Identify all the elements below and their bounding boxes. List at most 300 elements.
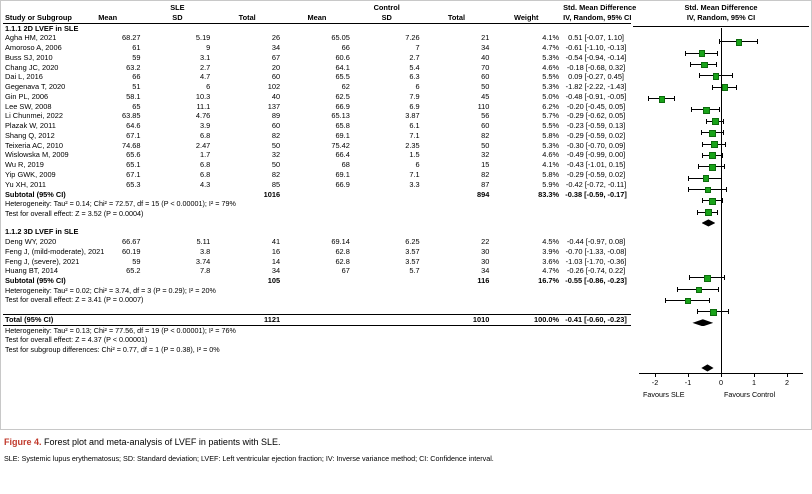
study-name: Amoroso A, 2006 — [5, 43, 62, 53]
total-sle: 67 — [271, 52, 281, 62]
sd-sle: 5.19 — [195, 33, 211, 43]
mean-sle: 64.6 — [126, 121, 141, 131]
mean-sle: 68.27 — [122, 33, 141, 43]
blank — [73, 276, 143, 286]
sd-control: 3.57 — [405, 256, 420, 266]
total-control: 22 — [481, 237, 490, 247]
study-effect-marker — [696, 287, 702, 293]
study-name: Wu R, 2019 — [5, 160, 44, 170]
sd-sle: 3.1 — [200, 52, 211, 62]
total-row — [3, 314, 631, 325]
study-effect-marker — [736, 39, 742, 45]
blank — [352, 276, 422, 286]
blank — [352, 314, 422, 325]
table-row — [3, 43, 631, 53]
subgroup-title: 1.1.2 3D LVEF in SLE — [5, 227, 79, 237]
subtotal-smd-ci: -0.38 [-0.59, -0.17] — [565, 189, 627, 199]
smd-ci: -0.29 [-0.59, 0.02] — [566, 130, 626, 140]
mean-sle: 63.85 — [122, 111, 141, 121]
smd-header-stat: Std. Mean Difference — [563, 3, 637, 12]
total-sle: 50 — [271, 160, 281, 170]
mean-sle: 65.3 — [126, 179, 141, 189]
total-sle: 34 — [271, 43, 281, 53]
study-name: Agha HM, 2021 — [5, 33, 57, 43]
blank — [143, 190, 213, 200]
subtotal-total-sle: 1016 — [263, 189, 281, 199]
mean-sle: 67.1 — [126, 170, 141, 180]
study-effect-marker — [704, 275, 711, 282]
study-effect-marker — [659, 96, 666, 103]
plot-header-rule — [633, 26, 809, 27]
mean-sle: 66 — [132, 72, 141, 82]
total-label: Total (95% CI) — [3, 314, 73, 325]
mean-sle: 65 — [132, 101, 141, 111]
sd-control: 7.26 — [405, 33, 420, 43]
table-row — [3, 247, 631, 257]
weight: 4.1% — [542, 33, 560, 43]
subgroup-title-row — [3, 23, 631, 33]
ci-cap — [674, 96, 675, 101]
total-control: 30 — [481, 256, 490, 266]
mean-sle: 59 — [132, 256, 141, 266]
pooled-effect-diamond — [702, 219, 716, 226]
smd-ci: -0.70 [-1.33, -0.08] — [565, 246, 627, 256]
sd-sle: 2.47 — [195, 140, 211, 150]
blank — [352, 190, 422, 200]
table-row — [3, 150, 631, 160]
study-effect-marker — [705, 187, 711, 193]
axis-tick — [787, 373, 788, 377]
group-header-sle: SLE — [170, 3, 185, 12]
pooled-effect-diamond — [701, 364, 713, 371]
mean-control: 62.5 — [335, 91, 350, 101]
mean-sle: 65.6 — [126, 150, 141, 160]
sd-sle: 6.8 — [200, 170, 211, 180]
ci-cap — [688, 187, 689, 192]
weight: 6.2% — [542, 101, 560, 111]
subtotal-weight: 16.7% — [538, 276, 560, 286]
mean-control: 66.4 — [335, 150, 350, 160]
axis-tick-label: -1 — [684, 378, 692, 387]
total-control: 82 — [481, 170, 490, 180]
favours-control-label: Favours Control — [724, 390, 776, 399]
smd-ci: -0.23 [-0.59, 0.13] — [566, 121, 626, 131]
study-name: Feng J, (mild-moderate), 2021 — [5, 246, 105, 256]
total-sle: 137 — [267, 101, 281, 111]
total-heterogeneity-note-text: Heterogeneity: Tau² = 0.13; Chi² = 77.56, df = 19 (P < 0.00001); I² = 76% — [5, 325, 236, 335]
weight: 5.3% — [542, 82, 560, 92]
mean-control: 65.5 — [335, 72, 350, 82]
axis-tick — [721, 373, 722, 377]
study-name: Deng WY, 2020 — [5, 237, 57, 247]
col-header-sd-sle: SD — [143, 13, 213, 23]
weight: 3.6% — [542, 256, 560, 266]
study-effect-marker — [711, 141, 718, 148]
smd-ci: -0.49 [-0.99, 0.00] — [566, 150, 626, 160]
ci-cap — [732, 73, 733, 78]
subgroup-difference-note-text: Test for subgroup differences: Chi² = 0.77, df = 1 (P = 0.38), I² = 0% — [5, 344, 220, 354]
pooled-effect-diamond — [692, 319, 713, 326]
sd-sle: 6.8 — [200, 160, 211, 170]
table-row — [3, 237, 631, 247]
study-name: Buss SJ, 2010 — [5, 52, 53, 62]
figure-label: Figure 4. — [4, 437, 42, 447]
subtotal-row — [3, 190, 631, 200]
spacer-row — [3, 305, 631, 315]
ci-cap — [723, 130, 724, 135]
ci-cap — [717, 51, 718, 56]
col-header-mean-sle: Mean — [73, 13, 143, 23]
total-control: 21 — [481, 33, 490, 43]
mean-control: 64.1 — [335, 62, 350, 72]
forest-table-wrap — [3, 3, 637, 354]
total-sle: 60 — [271, 72, 281, 82]
sd-sle: 4.3 — [200, 179, 211, 189]
ci-cap — [702, 198, 703, 203]
col-header-sd-control: SD — [352, 13, 422, 23]
figure-abbreviations: SLE: Systemic lupus erythematosus; SD: Standard deviation; LVEF: Left ventricular ejection fraction; IV: Inverse variance method; CI: Confidence interval. — [4, 453, 494, 463]
total-total-control: 1010 — [422, 314, 492, 325]
mean-control: 60.6 — [335, 52, 350, 62]
axis-tick-label: 1 — [752, 378, 756, 387]
study-effect-marker — [709, 198, 716, 205]
col-header-study: Study or Subgroup — [5, 12, 72, 22]
smd-ci: -0.26 [-0.74, 0.22] — [566, 266, 626, 276]
table-row — [3, 72, 631, 82]
mean-control: 69.14 — [331, 237, 350, 247]
plot-header-stat: Std. Mean Difference — [684, 3, 758, 12]
table-row — [3, 63, 631, 73]
mean-sle: 66.67 — [122, 237, 141, 247]
mean-control: 75.42 — [331, 140, 350, 150]
ci-cap — [685, 51, 686, 56]
total-overall-effect-note-text: Test for overall effect: Z = 4.37 (P < 0.00001) — [5, 335, 148, 345]
weight: 5.0% — [542, 91, 560, 101]
total-control: 50 — [481, 82, 490, 92]
total-control: 87 — [481, 179, 490, 189]
sd-control: 3.3 — [409, 179, 420, 189]
total-sle: 102 — [267, 82, 281, 92]
sd-control: 2.7 — [409, 52, 420, 62]
study-effect-marker — [701, 62, 708, 69]
heterogeneity-note — [3, 199, 631, 209]
smd-ci: -0.42 [-0.72, -0.11] — [565, 179, 627, 189]
ci-cap — [722, 153, 723, 158]
mean-control: 62 — [341, 82, 350, 92]
total-weight: 100.0% — [491, 314, 561, 325]
study-name: Teixeria AC, 2010 — [5, 140, 63, 150]
col-header-total-sle: Total — [212, 13, 282, 23]
total-control: 30 — [481, 246, 490, 256]
sd-sle: 4.7 — [200, 72, 211, 82]
mean-control: 69.1 — [335, 170, 350, 180]
ci-cap — [697, 210, 698, 215]
total-sle: 60 — [271, 121, 281, 131]
mean-sle: 60.19 — [122, 246, 141, 256]
ci-cap — [689, 275, 690, 280]
weight: 4.5% — [542, 237, 560, 247]
table-row — [3, 53, 631, 63]
ci-cap — [724, 275, 725, 280]
mean-control: 66.9 — [335, 101, 350, 111]
sd-control: 7.9 — [409, 91, 420, 101]
mean-sle: 65.2 — [126, 266, 141, 276]
table-row — [3, 257, 631, 267]
total-sle: 82 — [271, 130, 281, 140]
study-effect-marker — [712, 118, 719, 125]
ci-cap — [728, 309, 729, 314]
blank — [143, 276, 213, 286]
mean-sle: 59 — [132, 52, 141, 62]
smd-ci: -0.20 [-0.45, 0.05] — [566, 101, 626, 111]
mean-sle: 74.68 — [122, 140, 141, 150]
sd-sle: 6 — [206, 82, 211, 92]
total-control: 60 — [481, 72, 490, 82]
study-name: Feng J, (severe), 2021 — [5, 256, 80, 266]
subtotal-row — [3, 276, 631, 286]
total-sle: 41 — [271, 237, 281, 247]
subtotal-smd-ci: -0.55 [-0.86, -0.23] — [565, 276, 627, 286]
total-control: 40 — [481, 52, 490, 62]
blank — [73, 314, 143, 325]
blank — [282, 314, 352, 325]
subtotal-total-sle: 105 — [267, 276, 281, 286]
sd-sle: 4.76 — [195, 111, 211, 121]
spacer-row — [3, 218, 631, 227]
spacer-cell — [3, 218, 631, 227]
weight: 5.8% — [542, 170, 560, 180]
mean-control: 65.8 — [335, 121, 350, 131]
ci-cap — [688, 176, 689, 181]
forest-plot-area — [631, 1, 811, 429]
overall-effect-note — [3, 295, 631, 305]
total-sle: 89 — [271, 111, 281, 121]
ci-cap — [702, 142, 703, 147]
sd-sle: 11.1 — [196, 101, 211, 111]
ci-cap — [717, 210, 718, 215]
weight: 4.1% — [542, 160, 560, 170]
forest-table — [3, 3, 637, 354]
ci-cap — [726, 187, 727, 192]
total-sle: 85 — [271, 179, 281, 189]
sd-control: 5.7 — [409, 266, 420, 276]
blank — [282, 190, 352, 200]
figure-caption-text: Forest plot and meta-analysis of LVEF in patients with SLE. — [41, 437, 281, 447]
smd-ci: 0.09 [-0.27, 0.45] — [568, 72, 624, 82]
ci-cap — [723, 119, 724, 124]
ci-cap — [702, 153, 703, 158]
weight: 5.7% — [542, 111, 560, 121]
sd-control: 7.1 — [409, 130, 420, 140]
table-row — [3, 82, 631, 92]
smd-ci: -0.44 [-0.97, 0.08] — [566, 237, 626, 247]
smd-ci: 0.51 [-0.07, 1.10] — [568, 33, 624, 43]
heterogeneity-note-text: Heterogeneity: Tau² = 0.14; Chi² = 72.57, df = 15 (P < 0.00001); I² = 79% — [5, 199, 236, 209]
total-sle: 14 — [271, 256, 281, 266]
total-sle: 32 — [271, 150, 281, 160]
sd-sle: 7.8 — [200, 266, 211, 276]
blank — [73, 190, 143, 200]
mean-sle: 61 — [132, 43, 141, 53]
ci-cap — [719, 107, 720, 112]
heterogeneity-note-text: Heterogeneity: Tau² = 0.02; Chi² = 3.74, df = 3 (P = 0.29); I² = 20% — [5, 285, 216, 295]
table-row — [3, 170, 631, 180]
plot-header-method: IV, Random, 95% CI — [686, 12, 756, 22]
sd-control: 5.4 — [409, 62, 420, 72]
table-row — [3, 33, 631, 43]
smd-ci: -0.43 [-1.01, 0.15] — [566, 160, 626, 170]
axis-tick — [754, 373, 755, 377]
ci-cap — [757, 39, 758, 44]
study-effect-marker — [713, 73, 720, 80]
smd-ci: -0.29 [-0.62, 0.05] — [566, 111, 626, 121]
study-effect-marker — [705, 209, 712, 216]
study-name: Chang JC, 2020 — [5, 62, 59, 72]
total-sle: 34 — [271, 266, 281, 276]
ci-cap — [721, 176, 722, 181]
sd-control: 6.9 — [409, 101, 420, 111]
weight: 5.9% — [542, 179, 560, 189]
sd-sle: 6.8 — [200, 130, 211, 140]
axis-tick — [655, 373, 656, 377]
total-control: 15 — [481, 160, 490, 170]
mean-sle: 67.1 — [126, 130, 141, 140]
total-sle: 82 — [271, 170, 281, 180]
weight: 4.7% — [542, 43, 560, 53]
ci-cap — [665, 298, 666, 303]
ci-cap — [677, 287, 678, 292]
ci-cap — [716, 62, 717, 67]
subtotal-total-control: 116 — [477, 276, 490, 286]
subtotal-label: Subtotal (95% CI) — [5, 189, 66, 199]
axis-tick-label: 2 — [785, 378, 789, 387]
study-effect-marker — [722, 84, 729, 91]
ci-cap — [709, 298, 710, 303]
total-control: 32 — [481, 150, 490, 160]
study-effect-marker — [703, 107, 710, 114]
col-header-total-control: Total — [422, 13, 492, 23]
mean-control: 68 — [341, 160, 350, 170]
smd-ci: -0.30 [-0.70, 0.09] — [566, 140, 626, 150]
ci-cap — [697, 309, 698, 314]
weight: 5.8% — [542, 130, 560, 140]
mean-control: 66.9 — [335, 179, 350, 189]
sd-sle: 5.11 — [196, 237, 211, 247]
heterogeneity-note — [3, 286, 631, 296]
total-sle: 26 — [271, 33, 281, 43]
ci-cap — [712, 85, 713, 90]
weight: 4.7% — [542, 266, 560, 276]
mean-sle: 63.2 — [126, 62, 141, 72]
smd-ci: -0.48 [-0.91, -0.05] — [565, 91, 627, 101]
sd-control: 6.3 — [409, 72, 420, 82]
smd-ci: -0.29 [-0.59, 0.02] — [566, 170, 626, 180]
sd-control: 7 — [415, 43, 420, 53]
weight: 4.6% — [542, 150, 560, 160]
table-row — [3, 102, 631, 112]
sd-sle: 2.7 — [200, 62, 211, 72]
total-sle: 50 — [271, 140, 281, 150]
blank — [143, 314, 213, 325]
total-heterogeneity-note — [3, 325, 631, 335]
study-name: Gegenava T, 2020 — [5, 82, 66, 92]
sd-control: 6.25 — [405, 237, 420, 247]
group-header-row — [3, 3, 631, 13]
sd-sle: 9 — [206, 43, 211, 53]
smd-ci: -1.03 [-1.70, -0.36] — [565, 256, 627, 266]
subgroup-title-row — [3, 227, 631, 237]
study-effect-marker — [699, 50, 706, 57]
total-sle: 40 — [271, 91, 281, 101]
group-header-control: Control — [373, 3, 400, 12]
total-control: 56 — [481, 111, 490, 121]
table-row — [3, 180, 631, 190]
sd-control: 6 — [415, 82, 420, 92]
sd-sle: 10.3 — [195, 91, 211, 101]
sd-control: 6 — [415, 160, 420, 170]
ci-cap — [724, 164, 725, 169]
forest-table-body — [3, 23, 631, 354]
weight: 5.5% — [542, 72, 560, 82]
col-header-smd-method: IV, Random, 95% CI — [563, 12, 632, 22]
study-name: Gin PL, 2006 — [5, 91, 49, 101]
study-name: Plazak W, 2011 — [5, 121, 56, 131]
blank-cell — [3, 3, 73, 13]
ci-cap — [699, 73, 700, 78]
study-effect-marker — [709, 130, 716, 137]
axis-tick-label: 0 — [719, 378, 723, 387]
table-row — [3, 141, 631, 151]
table-row — [3, 121, 631, 131]
ci-cap — [736, 85, 737, 90]
sd-control: 3.57 — [405, 246, 420, 256]
figure-caption — [4, 436, 804, 464]
subtotal-total-control: 894 — [477, 189, 490, 199]
study-effect-marker — [709, 152, 716, 159]
study-name: Lee SW, 2008 — [5, 101, 52, 111]
mean-sle: 58.1 — [126, 91, 141, 101]
study-name: Li Chunmei, 2022 — [5, 111, 63, 121]
subtotal-label: Subtotal (95% CI) — [5, 276, 66, 286]
total-smd-ci: -0.41 [-0.60, -0.23] — [561, 314, 631, 325]
smd-ci: -0.61 [-1.10, -0.13] — [565, 43, 627, 53]
mean-sle: 51 — [132, 82, 141, 92]
mean-control: 65.13 — [331, 111, 350, 121]
mean-control: 62.8 — [335, 256, 350, 266]
total-control: 34 — [481, 266, 490, 276]
total-control: 110 — [477, 101, 490, 111]
sd-control: 6.1 — [409, 121, 420, 131]
table-row — [3, 111, 631, 121]
table-row — [3, 160, 631, 170]
blank — [282, 276, 352, 286]
total-total-sle: 1121 — [212, 314, 282, 325]
ci-cap — [698, 164, 699, 169]
ci-cap — [718, 287, 719, 292]
ci-cap — [691, 107, 692, 112]
col-header-mean-control: Mean — [282, 13, 352, 23]
ci-cap — [701, 130, 702, 135]
total-control: 34 — [481, 43, 490, 53]
total-control: 45 — [481, 91, 490, 101]
axis-tick-label: -2 — [651, 378, 659, 387]
ci-cap — [648, 96, 649, 101]
weight: 5.3% — [542, 52, 560, 62]
column-header-row — [3, 13, 631, 23]
subgroup-title: 1.1.1 2D LVEF in SLE — [5, 23, 79, 33]
plot-header — [631, 3, 811, 23]
ci-cap — [706, 119, 707, 124]
